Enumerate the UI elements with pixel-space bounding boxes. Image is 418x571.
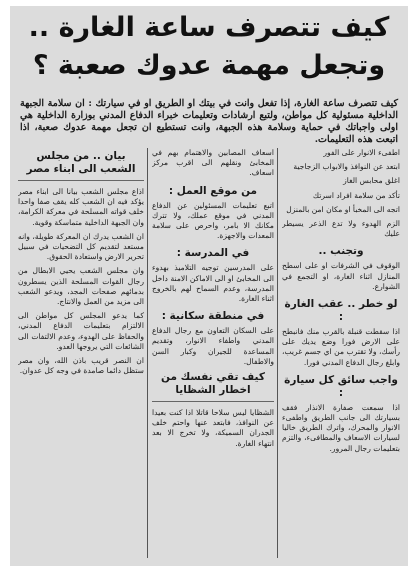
list-item: ابتعد عن النوافذ والابواب الزجاجية	[293, 162, 400, 172]
list-item: تأكد من سلامة افراد اسرتك	[312, 190, 400, 200]
paragraph: ان الشعب يدرك ان المعركة طويلة، وانه مستعد لتقديم كل التضحيات في سبيل تحرير الارض واستعادة الحقوق.	[18, 231, 144, 262]
column-divider	[277, 148, 278, 558]
subheading: في منطقة سكانية :	[161, 310, 265, 323]
newspaper-clipping	[10, 6, 408, 566]
paragraph: ان النصر قريب باذن الله، وان مصر ستظل دائما صامدة في وجه كل عدوان.	[18, 356, 144, 376]
headline-line-1: كيف تتصرف ساعة الغارة ..	[28, 12, 390, 43]
boxed-heading: بيان .. من مجلس الشعب الى ابناء مصر	[18, 150, 144, 181]
column-middle	[152, 148, 274, 558]
paragraph: على المدرسين توجيه التلاميذ بهدوء الى المخابئ او الى الاماكن الامنة داخل المدرسة، وعدم السماح لهم بالخروج اثناء الغارة.	[152, 263, 274, 304]
paragraph: وان مجلس الشعب يحيي الابطال من رجال القوات المسلحة الذين يسطرون بدمائهم صفحات المجد، ويدعو الشعب الى مزيد من العمل والانتاج.	[18, 266, 144, 307]
boxed-heading: كيف تقي نفسك من اخطار الشظايا	[152, 371, 274, 402]
column-right	[282, 148, 400, 558]
column-left	[18, 148, 144, 558]
list-item: اغلق محابس الغاز	[343, 176, 400, 186]
paragraph: اذاع مجلس الشعب بيانا الى ابناء مصر يؤكد فيه ان الشعب كله يقف صفا واحدا خلف قواته المسلحة في معركة الكرامة، وان الجبهة الداخلية متماسكة وقوية.	[18, 187, 144, 227]
subheading: في المدرسة :	[176, 247, 250, 260]
list-item: اتجه الى المخبأ او مكان امن بالمنزل	[286, 204, 400, 214]
subheading: لو خطر .. عقب الغارة :	[284, 298, 398, 324]
paragraph: اتبع تعليمات المسئولين عن الدفاع المدني في موقع عملك، ولا تترك مكانك الا بامر، واحرص على سلامة المعدات والاجهزة.	[152, 200, 274, 241]
list-item: اطفىء الانوار على الفور	[323, 148, 400, 157]
paragraph: الوقوف في الشرفات او على اسطح المنازل اثناء الغارة، او التجمع في الشوارع.	[282, 261, 400, 291]
paragraph: اسعاف المصابين والاهتمام بهم في المخابئ ونقلهم الى اقرب مركز اسعاف.	[152, 148, 274, 178]
paragraph: الشظايا ليس سلاحا قاتلا اذا كنت بعيدا عن النوافذ، فابتعد عنها واحتم خلف الجدران السميكة، ولا تخرج الا بعد انتهاء الغارة.	[152, 408, 274, 448]
intro-paragraph: كيف تتصرف ساعة الغارة، إذا تفعل وانت في بيتك او الطريق او في سيارتك : ان سلامة الجبهة الداخلية مسئولية كل مواطن، ولتبع ارشادات وتعليمات خبراء الدفاع المدني بوزارة الداخلية هي اولى واجباتك في حماية وسلامة هذه الجبهة، وانت تستطيع ان تجعل مهمة عدوك صعبة، اذا اتبعت هذه التعليمات.	[20, 98, 398, 145]
subheading: وتجنب ..	[318, 245, 364, 258]
list-item: الزم الهدوء ولا تدع الذعر يسيطر عليك	[282, 219, 400, 239]
paragraph: اذا سمعت صفارة الانذار فقف بسيارتك الى جانب الطريق واطفىء الانوار والمحرك، واترك الطريق خاليا لسيارات الاسعاف والمطافىء، والتزم بتعليمات رجال المرور.	[282, 402, 400, 453]
paragraph: اذا سقطت قنبلة بالقرب منك فانبطح على الارض فورا وضع يديك على رأسك، ولا تقترب من اي جسم غريب، وابلغ رجال الدفاع المدني فورا.	[282, 327, 400, 367]
headline-line-2: وتجعل مهمة عدوك صعبة ؟	[32, 50, 386, 81]
subheading: من موقع العمل :	[168, 184, 258, 197]
paragraph: كما يدعو المجلس كل مواطن الى الالتزام بتعليمات الدفاع المدني، والحفاظ على الهدوء، وعدم الالتفات الى الشائعات التي يروجها العدو.	[18, 311, 144, 351]
column-divider	[147, 148, 148, 558]
subheading: واجب سائق كل سيارة :	[284, 373, 398, 399]
paragraph: على السكان التعاون مع رجال الدفاع المدني واطفاء الانوار، وتقديم المساعدة للجيران وكبار السن والاطفال.	[152, 326, 274, 366]
